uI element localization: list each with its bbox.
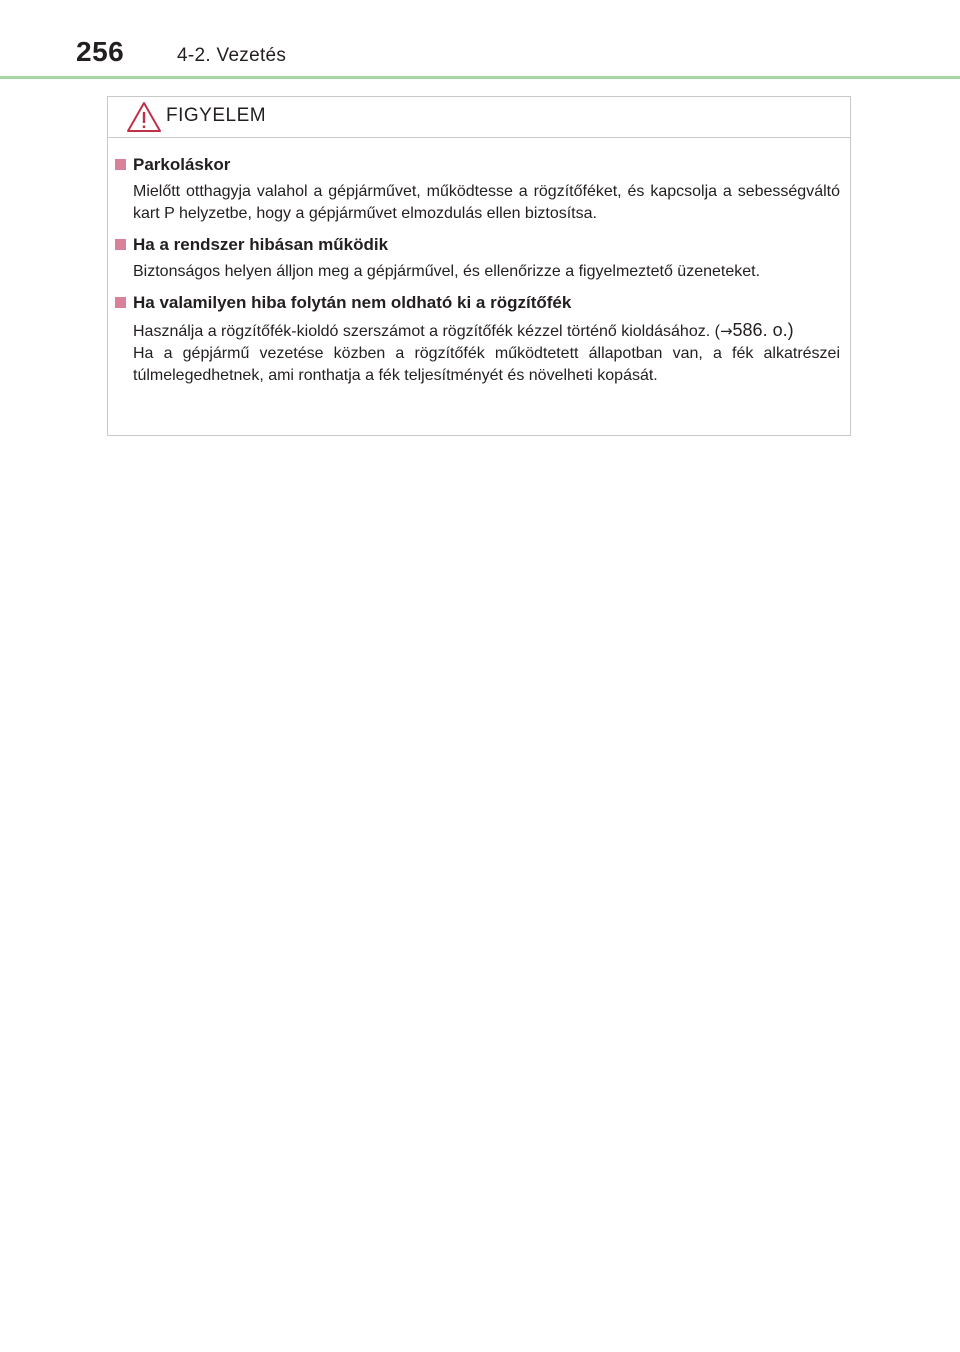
item-heading-text: Ha a rendszer hibásan működik [133,235,389,254]
page-reference-link[interactable]: 586. o.) [732,320,794,340]
item-text [133,319,840,387]
warning-triangle-icon [126,101,162,133]
item-text: Mielőtt otthagyja valahol a gépjárművet, működtesse a rögzítőféket, és kapcsolja a sebességváltó kart P helyzetbe, hogy a gépjárművet elmozdulás ellen biztosítsa. [133,183,840,222]
warning-item [108,153,852,225]
page-number: 256 [76,36,125,67]
header-divider [0,76,960,79]
section-title: 4-2. Vezetés [177,45,287,66]
page-header [0,0,960,80]
warning-title: FIGYELEM [166,105,267,126]
item-text-part: Ha a gépjármű vezetése közben a rögzítőfék működtetett állapotban van, a fék alkatrészei túlmelegedhetnek, ami ronthatja a fék teljesítményét és növelheti kopását. [133,345,840,384]
square-bullet-icon [115,159,126,170]
square-bullet-icon [115,239,126,250]
arrow-right-icon: → [719,322,733,340]
item-heading [133,233,840,257]
square-bullet-icon [115,297,126,308]
item-heading-text: Parkoláskor [133,155,231,174]
warning-item [108,291,852,387]
item-text: Biztonságos helyen álljon meg a gépjárművel, és ellenőrizze a figyelmeztető üzeneteket. [133,263,761,280]
item-text-part: Használja a rögzítőfék-kioldó szerszámot a rögzítőfék kézzel történő kioldásához. ( [133,323,720,340]
warning-items [108,153,852,395]
item-heading [133,291,840,315]
item-heading [133,153,840,177]
item-heading-text: Ha valamilyen hiba folytán nem oldható ki a rögzítőfék [133,293,572,312]
warning-header [108,97,850,138]
warning-item [108,233,852,283]
warning-box [107,96,851,436]
